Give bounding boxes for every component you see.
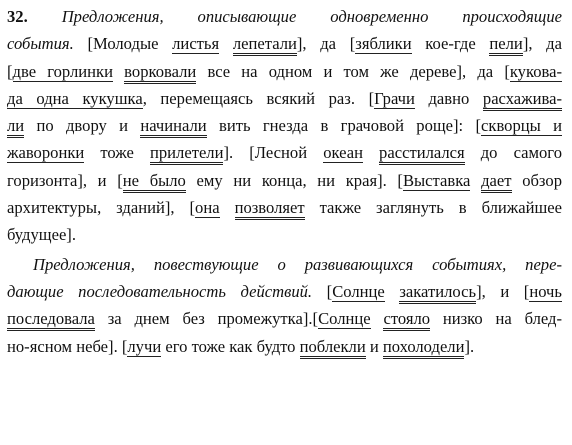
- exercise-number: 32.: [7, 7, 28, 26]
- text-line: [7, 305, 562, 332]
- predicate-underline: расхажива-: [483, 89, 562, 111]
- paragraph-sequential: [7, 251, 562, 360]
- text-segment: за днем без промежутка].[: [94, 309, 319, 329]
- text-segment: давно: [414, 88, 483, 108]
- text-segment: будущее].: [7, 225, 76, 245]
- subject-underline: зяблики: [355, 34, 412, 54]
- subject-underline: она: [195, 198, 220, 218]
- subject-underline: ночь: [529, 281, 562, 301]
- text-segment: [371, 309, 384, 328]
- predicate-underline: последовала: [7, 309, 95, 331]
- subject-underline: океан: [323, 143, 363, 163]
- italic-heading: Предложения, повествующие о развивающихся событиях, пере-: [33, 254, 562, 274]
- text-segment: ему ни конца, ни края]. [: [185, 170, 403, 190]
- subject-underline: Солнце: [318, 309, 371, 329]
- text-line: [7, 85, 562, 112]
- predicate-underline: не было: [123, 171, 186, 193]
- subject-underline: жаворонки: [7, 143, 85, 163]
- text-line: [7, 30, 562, 57]
- text-segment: [Молодые: [73, 34, 173, 54]
- text-segment: , перемещаясь всякий раз. [: [142, 88, 375, 108]
- predicate-underline: начинали: [140, 116, 206, 138]
- text-segment: все на одном и том же дереве], да [: [196, 61, 510, 81]
- text-segment: кое-где: [411, 34, 490, 54]
- text-segment: [219, 34, 233, 53]
- text-line: [7, 278, 562, 305]
- text-segment: тоже: [84, 143, 150, 163]
- subject-underline: листья: [172, 34, 220, 54]
- predicate-underline: похолодели: [383, 337, 465, 359]
- predicate-underline: пели: [489, 34, 522, 56]
- text-line: [7, 139, 562, 166]
- text-segment: вить гнезда в грачовой роще]: [: [206, 116, 482, 136]
- text-segment: его тоже как будто: [161, 336, 300, 356]
- text-line: [7, 221, 562, 248]
- predicate-underline: прилетели: [150, 143, 223, 165]
- text-segment: обзор: [511, 170, 562, 190]
- predicate-underline: лепетали: [233, 34, 297, 56]
- text-line: [7, 112, 562, 139]
- subject-underline: кукова-: [509, 61, 563, 81]
- subject-underline: лучи: [127, 336, 162, 356]
- text-segment: [: [312, 281, 333, 301]
- subject-underline: две горлинки: [12, 61, 113, 81]
- text-segment: ], и [: [476, 281, 530, 301]
- predicate-underline: расстилался: [379, 143, 465, 165]
- subject-underline: скворцы и: [481, 116, 562, 136]
- predicate-underline: ли: [7, 116, 24, 138]
- text-line: [7, 167, 562, 194]
- text-line: [7, 251, 562, 278]
- text-segment: но-ясном небе]. [: [7, 336, 128, 356]
- text-segment: до самого: [464, 143, 562, 163]
- paragraph-simultaneous: [7, 3, 562, 249]
- text-segment: ].: [464, 336, 475, 356]
- text-line: [7, 58, 562, 85]
- predicate-underline: ворковали: [124, 62, 196, 84]
- italic-heading: Предложения, описывающие одновременно происходящие: [61, 7, 562, 26]
- text-segment: ]. [Лесной: [223, 143, 324, 163]
- italic-heading: дающие последовательность действий.: [7, 281, 313, 301]
- predicate-underline: закатилось: [399, 282, 476, 304]
- text-segment: [28, 7, 62, 26]
- text-segment: [363, 143, 379, 162]
- subject-underline: Грачи: [374, 88, 415, 108]
- subject-underline: да одна кукушка: [7, 88, 143, 108]
- text-segment: [385, 282, 400, 301]
- predicate-underline: дает: [481, 171, 511, 193]
- predicate-underline: позволяет: [235, 198, 305, 220]
- predicate-underline: поблекли: [300, 337, 366, 359]
- text-segment: ], да: [522, 34, 562, 54]
- subject-underline: Выставка: [402, 170, 471, 190]
- italic-heading: события.: [7, 34, 74, 54]
- text-segment: низко на блед-: [430, 309, 563, 329]
- text-segment: и: [365, 336, 383, 356]
- text-segment: [: [7, 61, 13, 81]
- text-segment: горизонта], и [: [7, 170, 123, 190]
- text-line: [7, 333, 562, 360]
- subject-underline: Солнце: [332, 281, 385, 301]
- predicate-underline: стояло: [383, 309, 430, 331]
- text-segment: по двору и: [24, 116, 141, 136]
- text-segment: ], да [: [296, 34, 356, 54]
- text-line: [7, 3, 562, 30]
- text-segment: [220, 198, 235, 217]
- text-segment: [113, 62, 124, 81]
- text-segment: архитектуры, зданий], [: [7, 198, 196, 218]
- text-segment: [470, 171, 481, 190]
- text-segment: также заглянуть в ближайшее: [304, 198, 562, 218]
- text-line: [7, 194, 562, 221]
